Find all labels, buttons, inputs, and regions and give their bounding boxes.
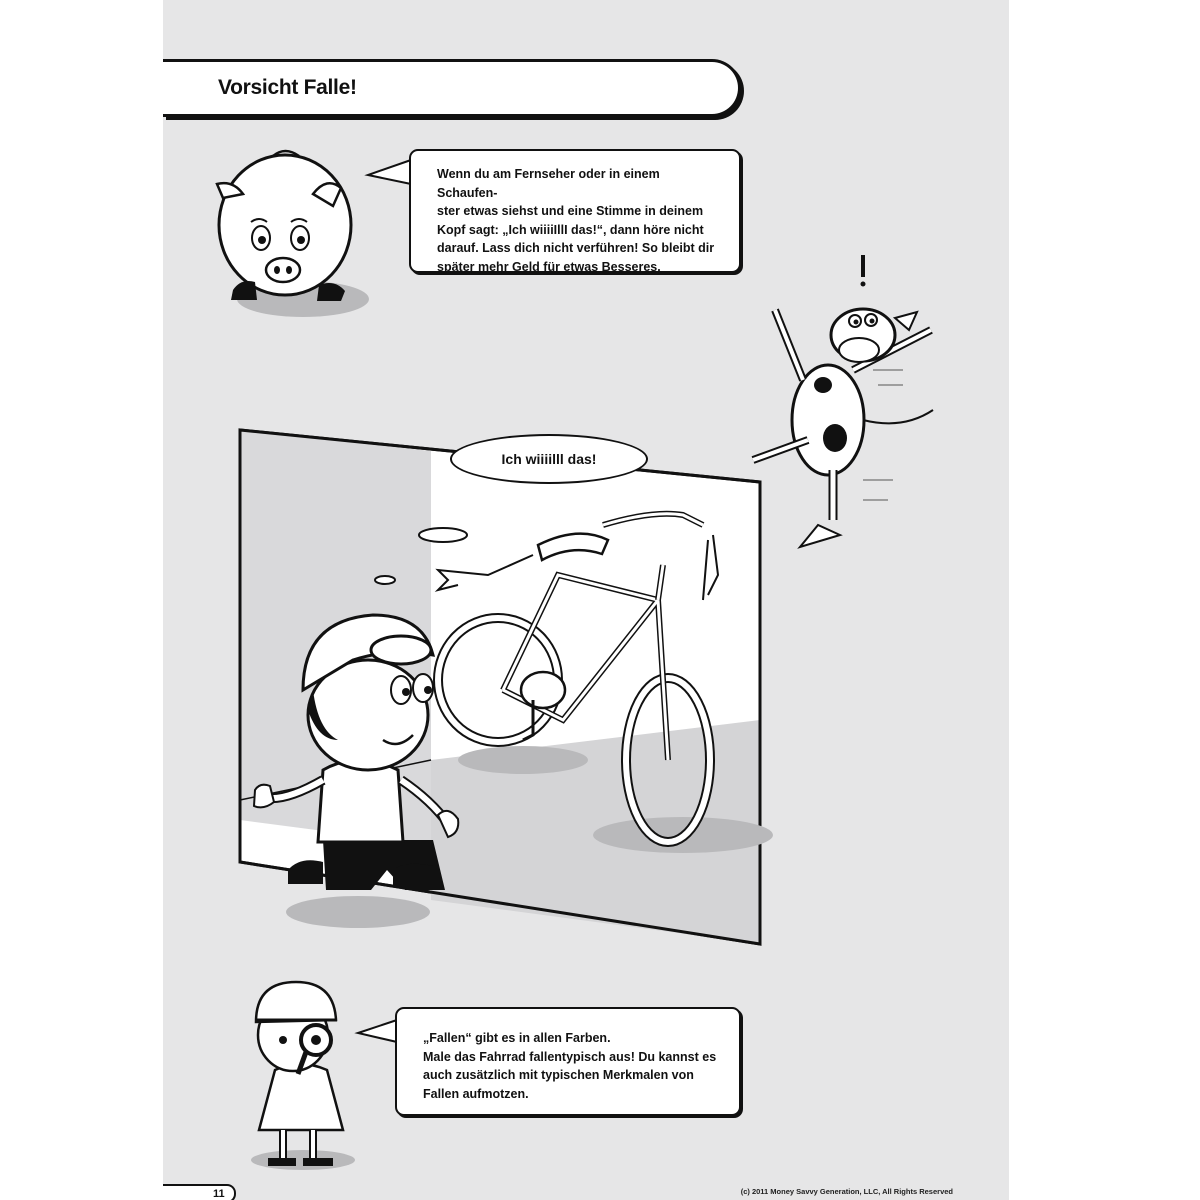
task-line-1: „Fallen“ gibt es in allen Farben.	[423, 1031, 611, 1045]
pig-illustration	[217, 151, 369, 317]
cow-illustration	[753, 255, 933, 547]
intro-line-5: später mehr Geld für etwas Besseres.	[437, 259, 661, 274]
intro-speech-bubble	[409, 149, 741, 273]
worksheet-page	[163, 0, 1009, 1200]
detective-illustration	[251, 982, 355, 1170]
page-number-tab	[163, 1184, 236, 1200]
task-line-2: Male das Fahrrad fallentypisch aus! Du kannst es	[423, 1049, 717, 1064]
task-speech-bubble	[395, 1007, 741, 1116]
page-title: Vorsicht Falle!	[218, 76, 357, 99]
intro-line-3: Kopf sagt: „Ich wiiiiIllI das!“, dann höre nicht	[437, 222, 704, 237]
task-line-3: auch zusätzlich mit typischen Merkmalen von	[423, 1068, 694, 1082]
copyright-notice: (c) 2011 Money Savvy Generation, LLC, All Rights Reserved	[740, 1187, 953, 1196]
intro-line-4: darauf. Lass dich nicht verführen! So bleibt dir	[437, 241, 715, 255]
thought-bubble	[450, 434, 648, 484]
task-line-4: Fallen aufmotzen.	[423, 1086, 529, 1101]
intro-line-2: ster etwas siehst und eine Stimme in deinem	[437, 204, 704, 218]
thought-text: Ich wiiiilll das!	[501, 451, 597, 467]
page-number: 11	[213, 1188, 225, 1200]
intro-line-1: Wenn du am Fernseher oder in einem Schaufen-	[437, 167, 660, 200]
